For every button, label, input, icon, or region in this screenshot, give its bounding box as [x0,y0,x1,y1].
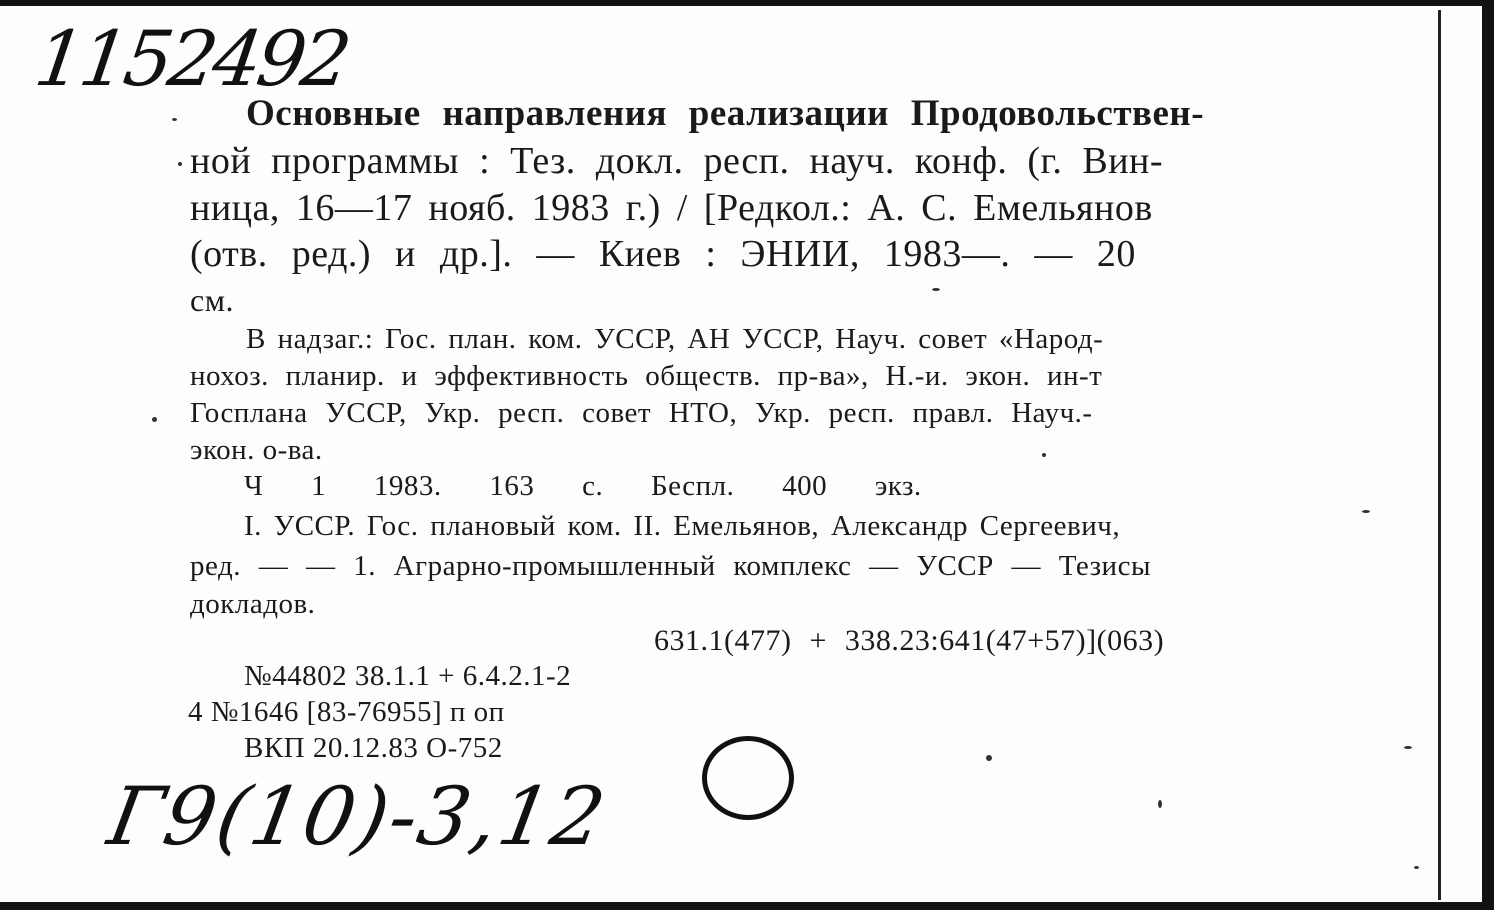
subject-line-1: I. УССР. Гос. плановый ком. II. Емельянов, Александр Сергеевич, [244,510,1121,542]
title-line-1: Основные направления реализации Продовольствен- [246,93,1205,134]
scan-speck [178,162,182,166]
note-line-3: Госплана УССР, Укр. респ. совет НТО, Укр. респ. правл. Науч.- [190,397,1093,429]
note-line-2: нохоз. планир. и эффективность обществ. пр-ва», Н.-и. экон. ин-т [190,360,1103,392]
card-right-edge [1482,0,1494,910]
subject-line-2: ред. — — 1. Аграрно-промышленный комплекс — УССР — Тезисы [190,550,1151,582]
title-line-2: ной программы : Тез. докл. респ. науч. конф. (г. Вин- [190,140,1164,182]
collation-line: Ч 1 1983. 163 с. Беспл. 400 экз. [244,470,922,502]
circle-stamp [702,736,794,820]
note-line-1: В надзаг.: Гос. план. ком. УССР, АН УССР, Науч. совет «Народ- [246,323,1104,355]
title-line-5: см. [190,282,234,318]
subject-line-3: докладов. [190,588,316,620]
scan-speck [1042,453,1046,457]
system-line-2: 4 №1646 [83-76955] п оп [188,696,505,728]
card-top-edge [0,0,1494,6]
note-line-4: экон. о-ва. [190,434,323,466]
handwritten-accession-number: 1152492 [29,14,353,103]
classification-index: 631.1(477) + 338.23:641(47+57)](063) [654,624,1165,657]
card-bottom-edge [0,902,1494,910]
scan-speck [1362,510,1370,513]
scan-speck [152,417,157,422]
scan-speck [1158,800,1162,808]
handwritten-shelfmark: Г9(10)-3,12 [101,770,614,863]
scan-speck [986,755,992,761]
scan-speck [1404,746,1412,749]
title-line-3: ница, 16—17 нояб. 1983 г.) / [Редкол.: А. С. Емельянов [190,187,1153,229]
scan-speck [172,118,177,121]
system-line-1: №44802 38.1.1 + 6.4.2.1-2 [244,660,572,692]
title-line-4: (отв. ред.) и др.]. — Киев : ЭНИИ, 1983—. — 20 [190,233,1136,275]
scan-speck [1414,866,1419,869]
system-line-3: ВКП 20.12.83 О-752 [244,732,503,764]
card-inner-border [1438,10,1441,900]
scan-speck [932,288,940,291]
